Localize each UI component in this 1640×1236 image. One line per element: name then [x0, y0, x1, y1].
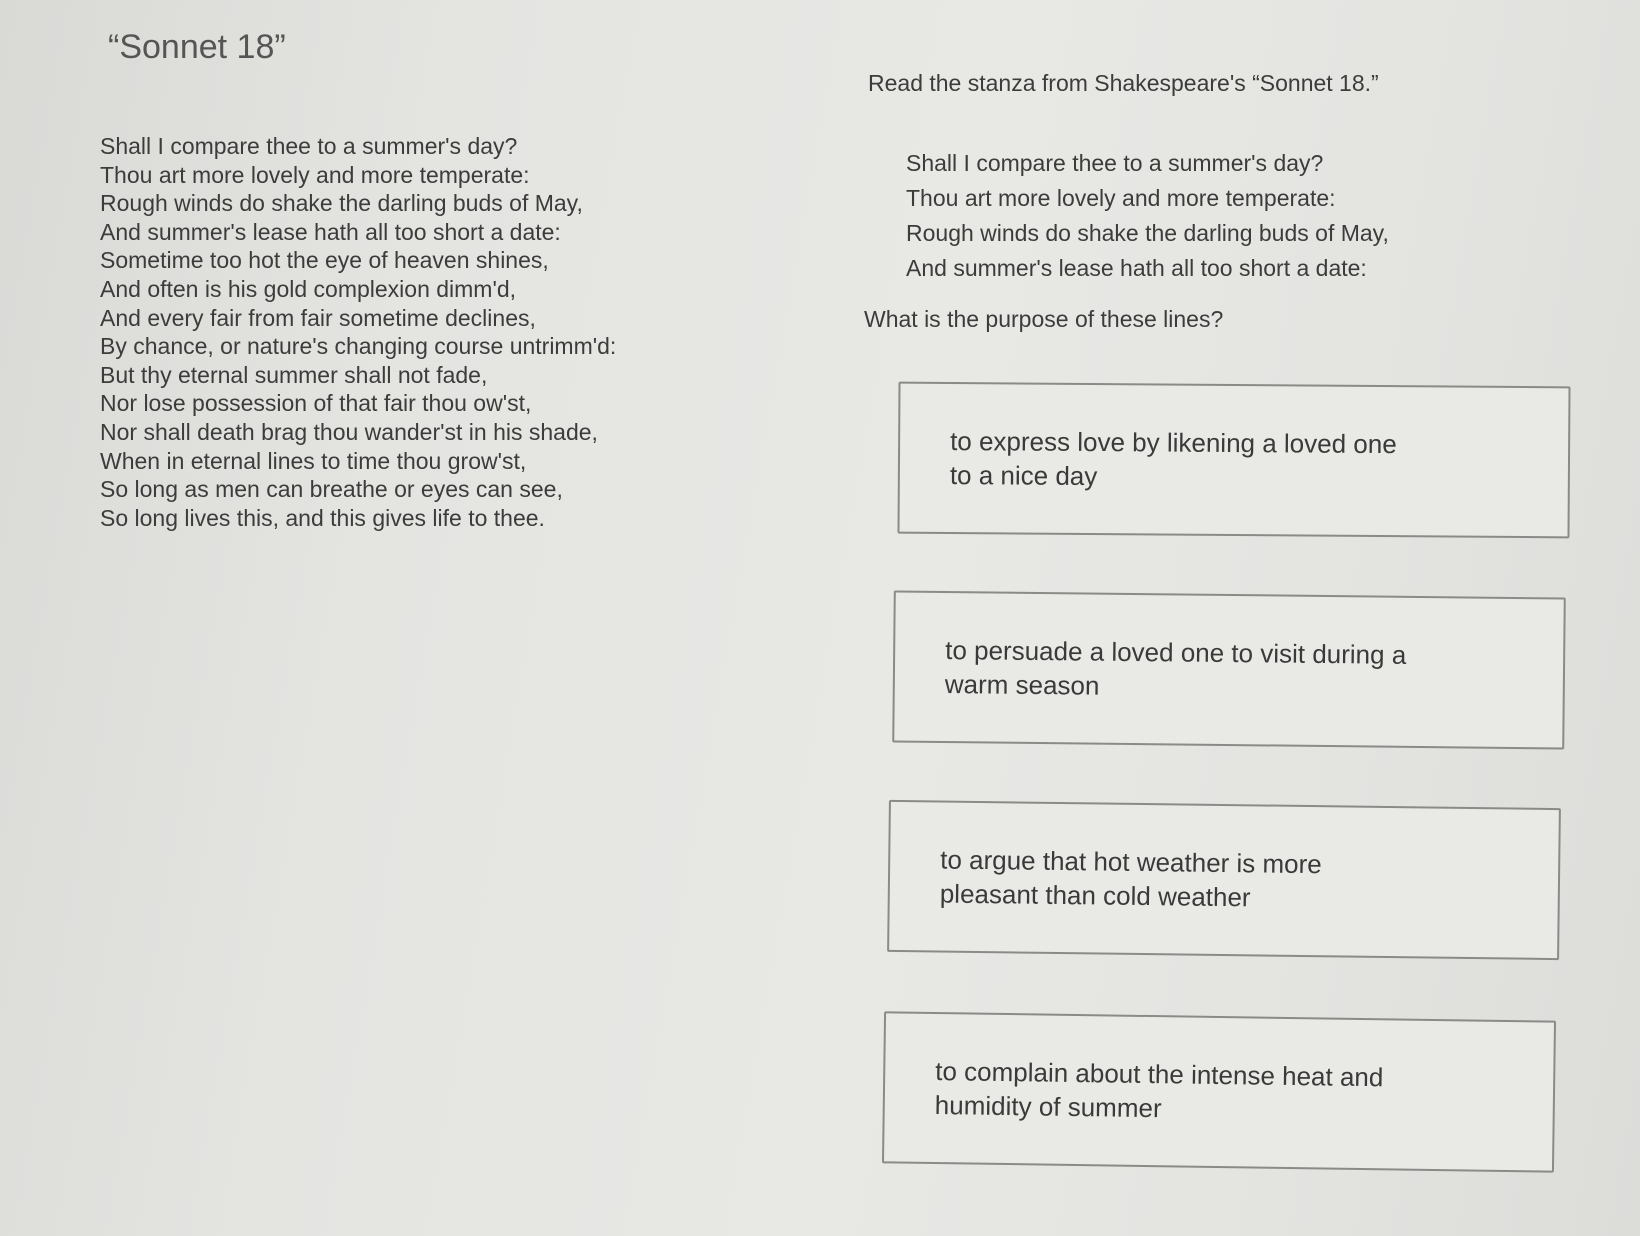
page-title: “Sonnet 18” [108, 28, 286, 66]
poem-line: So long as men can breathe or eyes can see, [100, 476, 563, 503]
poem-line: Shall I compare thee to a summer's day? [100, 133, 518, 159]
stanza-line: Shall I compare thee to a summer's day? [906, 150, 1324, 176]
answer-option-label: to express love by likening a loved one to a nice day [949, 426, 1397, 492]
stanza-line: Rough winds do shake the darling buds of May, [906, 220, 1389, 246]
poem-text [100, 132, 740, 532]
poem-line: By chance, or nature's changing course untrimm'd: [100, 333, 617, 360]
poem-line: Nor lose possession of that fair thou ow'st, [100, 390, 532, 417]
answer-option-label: to complain about the intense heat and humidity of summer [934, 1056, 1384, 1124]
answer-option-3[interactable] [887, 800, 1561, 960]
poem-line: So long lives this, and this gives life to thee. [100, 504, 545, 531]
answer-option-1[interactable] [897, 382, 1570, 539]
question-text: What is the purpose of these lines? [864, 306, 1224, 332]
poem-line: Sometime too hot the eye of heaven shines, [100, 247, 549, 274]
poem-line: Rough winds do shake the darling buds of May, [100, 190, 583, 217]
answer-option-label: to persuade a loved one to visit during a warm season [944, 635, 1407, 701]
question-prompt: Read the stanza from Shakespeare's “Sonnet 18.” [868, 70, 1379, 96]
answer-option-2[interactable] [892, 590, 1566, 749]
poem-line: And every fair from fair sometime declines, [100, 304, 536, 331]
answer-option-4[interactable] [882, 1011, 1556, 1172]
stanza-line: Thou art more lovely and more temperate: [906, 185, 1336, 211]
poem-line: Thou art more lovely and more temperate: [100, 161, 530, 188]
poem-line: And summer's lease hath all too short a date: [100, 218, 561, 245]
poem-line: Nor shall death brag thou wander'st in his shade, [100, 418, 598, 445]
poem-line: And often is his gold complexion dimm'd, [100, 275, 517, 302]
stanza-line: And summer's lease hath all too short a date: [906, 255, 1367, 281]
quoted-stanza [906, 146, 1389, 286]
poem-line: When in eternal lines to time thou grow'st, [100, 447, 527, 474]
poem-line: But thy eternal summer shall not fade, [100, 361, 488, 388]
answer-option-label: to argue that hot weather is more pleasant than cold weather [939, 844, 1322, 913]
